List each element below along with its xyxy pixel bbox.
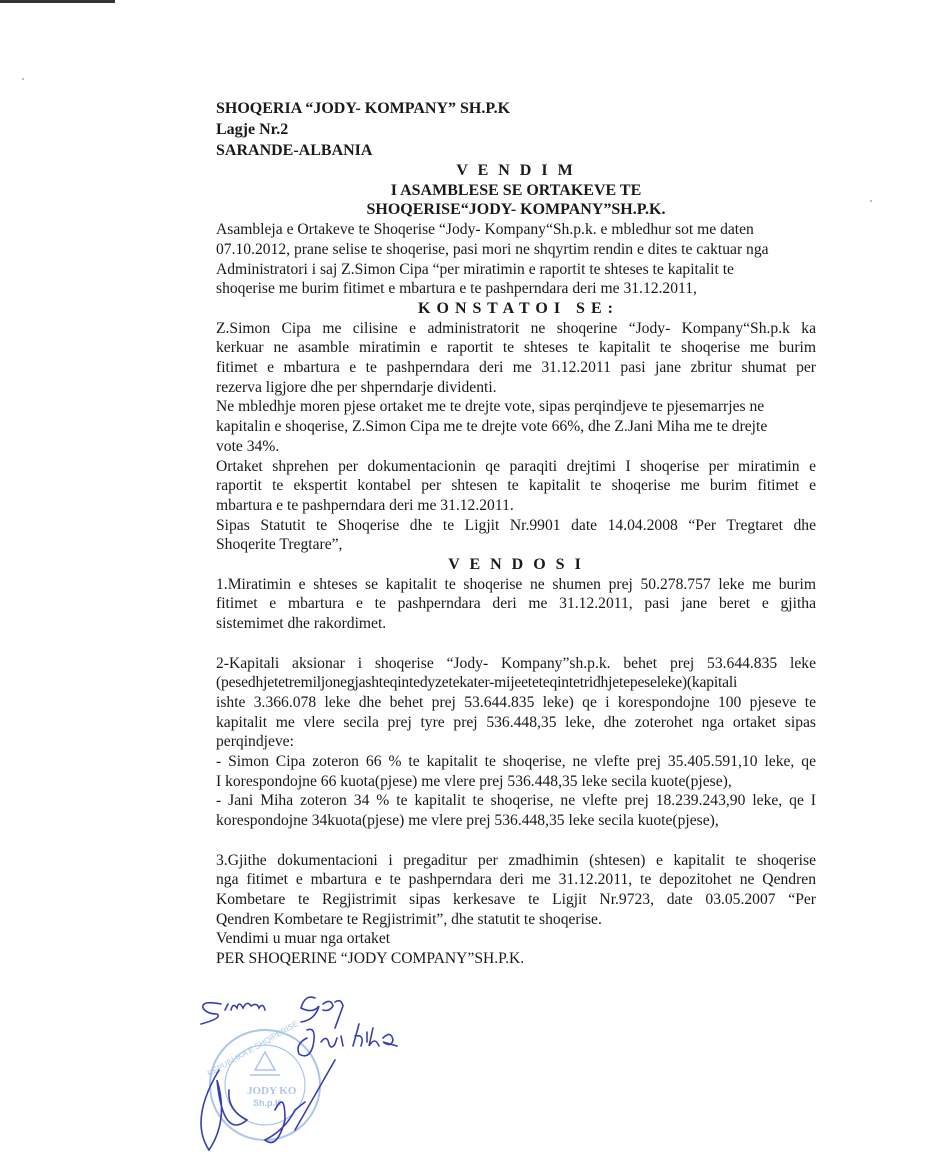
intro-line: 07.10.2012, prane selise te shoqerise, pasi mori ne shqyrtim rendin e dites te caktuar nga [216,240,769,258]
scan-speck [22,78,24,80]
company-city: SARANDE-ALBANIA [216,142,373,159]
intro-line: Asambleja e Ortakeve te Shoqerise “Jody- Kompany“Sh.p.k. e mbledhur sot me daten [216,221,754,239]
konstatoi-line: kapitalin e shoqerise, Z.Simon Cipa me te drejte vote 66%, dhe Z.Jani Miha me te drejte [216,418,768,436]
item2-line: - Jani Miha zoteron 34 % te kapitalit te shoqerise, ne vlefte prej 18.239.243,90 leke, qe I [216,792,816,810]
document [216,98,816,969]
konstatoi-line: fitimet e mbartura e te pashperndara deri me 31.12.2011 pasi jane zbritur shumat per [216,359,816,377]
konstatoi-line: Ne mbledhje moren pjese ortaket me te drejte vote, sipas perqindjeve te pjesemarrjes ne [216,398,765,416]
konstatoi-line: kerkuar ne asamble miratimin e raportit te shteses te kapitalit te shoqerise me burim [216,339,816,357]
item2-line: kapitalit me vlere secila prej tyre prej 536.448,35 leke, dhe zoterohet nga ortaket sipas [216,713,816,731]
item2-line: korespondojne 34kuota(pjese) me vlere prej 536.448,35 leke secila kuote(pjese), [216,812,719,830]
konstatoi-line: rezerva ligjore dhe per shperndarje dividenti. [216,378,497,396]
item1-line: 1.Miratimin e shteses se kapitalit te shoqerise ne shumen prej 50.278.757 leke me burim [216,575,816,593]
konstatoi-heading: K O N S T A T O I S E : [418,299,614,317]
company-name: SHOQERIA “JODY- KOMPANY” SH.P.K [216,100,511,117]
intro-line: shoqerise me burim fitimet e mbartura e te pashperndara deri me 31.12.2011, [216,280,697,298]
item3-line: Qendren Kombetare te Regjistrimit”, dhe statutit te shoqerise. [216,910,602,928]
item3-line: Kombetare te Regjistrimit sipas kerkesave te Ligjit Nr.9723, date 03.05.2007 “Per [216,890,816,908]
scan-speck [870,200,872,202]
konstatoi-line: Shoqerite Tregtare”, [216,536,343,554]
closing-line: Vendimi u muar nga ortaket [216,930,391,948]
item3-line: 3.Gjithe dokumentacioni i pregaditur per zmadhimin (shtesen) e kapitalit te shoqerise [216,851,816,869]
item2-line: - Simon Cipa zoteron 66 % te kapitalit te shoqerise, ne vlefte prej 35.405.591,10 leke, qe [216,753,816,771]
svg-text:REPUBLIKA E SHQIPERISE: REPUBLIKA E SHQIPERISE [205,1019,300,1079]
intro-line: Administratori i saj Z.Simon Cipa “per miratimin e raportit te shteses te kapitalit te [216,260,734,278]
item2-line: I korespondojne 66 kuota(pjese) me vlere prej 536.448,35 leke secila kuote(pjese), [216,772,732,790]
item2-line: perqindjeve: [216,733,294,751]
item2-line: 2-Kapitali aksionar i shoqerise “Jody- Kompany”sh.p.k. behet prej 53.644.835 leke [216,654,816,672]
item1-line: fitimet e mbartura e te pashperndara deri me 31.12.2011, pasi jane beret e gjitha [216,595,816,613]
title-line-3: SHOQERISE“JODY- KOMPANY”SH.P.K. [366,201,666,219]
konstatoi-line: raportit te ekspertit kontabel per shtesen te kapitalit te shoqerise me burim fitimet e [216,477,816,495]
signature-jani-miha [298,1024,397,1056]
svg-text:Sh.p.K: Sh.p.K [253,1098,282,1108]
title-line-2: I ASAMBLESE SE ORTAKEVE TE [390,181,642,199]
company-stamp [206,1019,320,1140]
item1-line: sistemimet dhe rakordimet. [216,615,387,633]
signature-simon-cipa [201,997,343,1028]
konstatoi-line: Z.Simon Cipa me cilisine e administratorit ne shoqerine “Jody- Kompany“Sh.p.k ka [216,319,816,337]
konstatoi-line: Ortaket shprehen per dokumentacionin qe paraqiti drejtimi I shoqerise per miratimin e [216,457,816,475]
konstatoi-line: mbartura e te pashperndara deri me 31.12.2011. [216,496,514,514]
item2-line: ishte 3.366.078 leke dhe behet prej 53.644.835 leke) qe i korespondojne 100 pjeseve te [216,693,816,711]
vendosi-heading: V E N D O S I [448,556,584,574]
closing-company: PER SHOQERINE “JODY COMPANY”SH.P.K. [216,950,525,968]
signatures-and-stamp [195,990,455,1160]
svg-text:JODY KO: JODY KO [247,1085,297,1097]
title-vendim: V E N D I M [456,162,576,179]
item3-line: nga fitimet e mbartura e te pashperndara deri me 31.12.2011, te depozitohet ne Qendren [216,871,816,889]
konstatoi-line: vote 34%. [216,437,280,455]
item2-line: (pesedhjetetremiljonegjashteqintedyzetekater-mijeeteteqintetridhjetepeseleke)(kapitali [216,674,738,692]
company-address: Lagje Nr.2 [216,121,289,138]
scan-edge [0,0,115,3]
konstatoi-line: Sipas Statutit te Shoqerise dhe te Ligjit Nr.9901 date 14.04.2008 “Per Tregtaret dhe [216,516,816,534]
